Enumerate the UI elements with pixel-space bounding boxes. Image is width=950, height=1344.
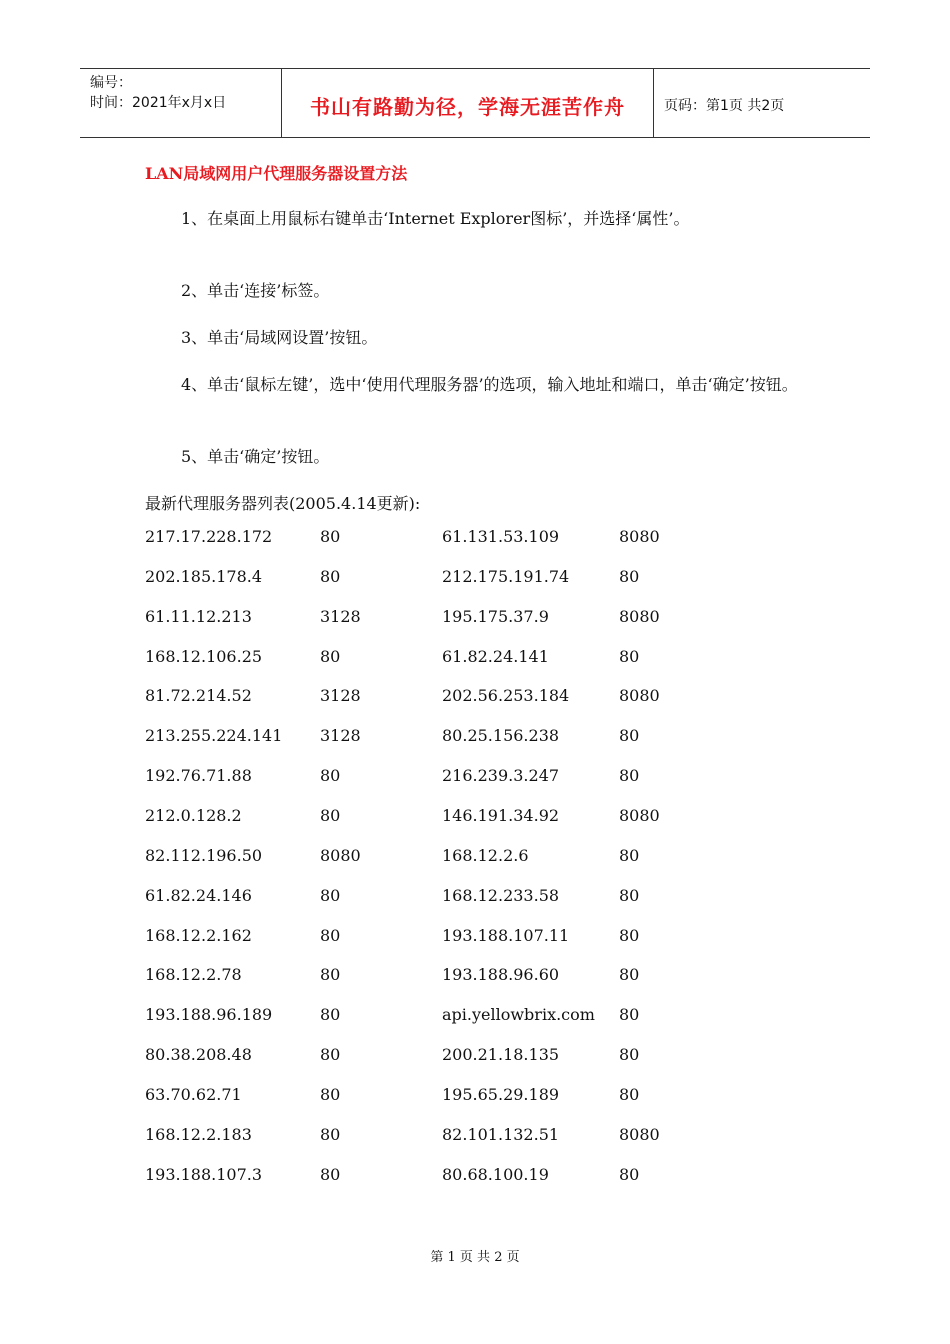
proxy-port: 80 xyxy=(320,1045,341,1064)
proxy-address: 82.101.132.51 xyxy=(442,1125,560,1144)
proxy-port: 8080 xyxy=(619,527,660,546)
step-4: 4、单击‘鼠标左键’，选中‘使用代理服务器’的选项，输入地址和端口，单击‘确定’按钮。 xyxy=(181,375,798,394)
proxy-port: 80 xyxy=(320,1165,341,1184)
proxy-port: 80 xyxy=(619,567,640,586)
proxy-port: 80 xyxy=(619,726,640,745)
proxy-list-heading: 最新代理服务器列表(2005.4.14更新): xyxy=(145,494,421,513)
page-header xyxy=(80,68,870,138)
proxy-address: 61.82.24.141 xyxy=(442,647,549,666)
proxy-address: 195.175.37.9 xyxy=(442,607,549,626)
proxy-port: 80 xyxy=(619,1005,640,1024)
proxy-port: 80 xyxy=(619,766,640,785)
proxy-address: 61.82.24.146 xyxy=(145,886,252,905)
time-label: 时间：2021年x月x日 xyxy=(90,95,227,111)
proxy-port: 8080 xyxy=(619,686,660,705)
proxy-address: 193.188.96.189 xyxy=(145,1005,273,1024)
proxy-address: 82.112.196.50 xyxy=(145,846,263,865)
proxy-address: 195.65.29.189 xyxy=(442,1085,560,1104)
proxy-address: 80.38.208.48 xyxy=(145,1045,252,1064)
proxy-address: 202.56.253.184 xyxy=(442,686,570,705)
proxy-address: 168.12.106.25 xyxy=(145,647,263,666)
step-1: 1、在桌面上用鼠标右键单击‘Internet Explorer图标’，并选择‘属性’。 xyxy=(181,209,690,228)
proxy-address: 212.0.128.2 xyxy=(145,806,242,825)
proxy-port: 8080 xyxy=(619,607,660,626)
proxy-address: 213.255.224.141 xyxy=(145,726,283,745)
proxy-port: 80 xyxy=(320,567,341,586)
proxy-address: api.yellowbrix.com xyxy=(442,1005,595,1024)
proxy-port: 80 xyxy=(320,886,341,905)
proxy-port: 80 xyxy=(320,1005,341,1024)
proxy-address: 168.12.2.6 xyxy=(442,846,529,865)
proxy-port: 3128 xyxy=(320,686,361,705)
proxy-port: 80 xyxy=(320,1125,341,1144)
proxy-port: 80 xyxy=(320,527,341,546)
proxy-address: 193.188.107.11 xyxy=(442,926,570,945)
header-page-info: 页码：第1页 共2页 xyxy=(664,98,785,114)
proxy-address: 81.72.214.52 xyxy=(145,686,252,705)
proxy-port: 80 xyxy=(320,926,341,945)
proxy-port: 8080 xyxy=(619,1125,660,1144)
proxy-port: 3128 xyxy=(320,726,361,745)
proxy-port: 80 xyxy=(320,766,341,785)
proxy-port: 80 xyxy=(619,1085,640,1104)
proxy-address: 61.131.53.109 xyxy=(442,527,560,546)
proxy-port: 8080 xyxy=(619,806,660,825)
proxy-port: 80 xyxy=(619,647,640,666)
proxy-port: 80 xyxy=(320,647,341,666)
proxy-address: 168.12.2.183 xyxy=(145,1125,252,1144)
proxy-address: 146.191.34.92 xyxy=(442,806,560,825)
page-footer: 第 1 页 共 2 页 xyxy=(430,1250,520,1265)
proxy-address: 193.188.96.60 xyxy=(442,965,560,984)
step-5: 5、单击‘确定’按钮。 xyxy=(181,447,330,466)
proxy-address: 63.70.62.71 xyxy=(145,1085,242,1104)
proxy-address: 80.68.100.19 xyxy=(442,1165,549,1184)
proxy-port: 3128 xyxy=(320,607,361,626)
proxy-port: 80 xyxy=(619,965,640,984)
proxy-port: 80 xyxy=(619,1045,640,1064)
proxy-address: 61.11.12.213 xyxy=(145,607,252,626)
proxy-address: 217.17.228.172 xyxy=(145,527,273,546)
proxy-address: 202.185.178.4 xyxy=(145,567,263,586)
proxy-address: 80.25.156.238 xyxy=(442,726,560,745)
proxy-address: 168.12.2.162 xyxy=(145,926,252,945)
serial-label: 编号： xyxy=(90,75,132,91)
proxy-port: 80 xyxy=(320,965,341,984)
proxy-port: 80 xyxy=(619,886,640,905)
proxy-port: 80 xyxy=(619,846,640,865)
proxy-address: 212.175.191.74 xyxy=(442,567,570,586)
proxy-address: 216.239.3.247 xyxy=(442,766,560,785)
proxy-address: 168.12.233.58 xyxy=(442,886,560,905)
proxy-address: 192.76.71.88 xyxy=(145,766,252,785)
proxy-port: 8080 xyxy=(320,846,361,865)
proxy-port: 80 xyxy=(619,1165,640,1184)
step-2: 2、单击‘连接’标签。 xyxy=(181,281,330,300)
header-motto: 书山有路勤为径，学海无涯苦作舟 xyxy=(282,69,654,137)
proxy-port: 80 xyxy=(320,1085,341,1104)
step-3: 3、单击‘局域网设置’按钮。 xyxy=(181,328,378,347)
proxy-port: 80 xyxy=(619,926,640,945)
proxy-address: 168.12.2.78 xyxy=(145,965,242,984)
proxy-address: 200.21.18.135 xyxy=(442,1045,560,1064)
header-meta xyxy=(80,69,282,137)
document-title: LAN局域网用户代理服务器设置方法 xyxy=(145,164,408,183)
proxy-address: 193.188.107.3 xyxy=(145,1165,263,1184)
proxy-port: 80 xyxy=(320,806,341,825)
